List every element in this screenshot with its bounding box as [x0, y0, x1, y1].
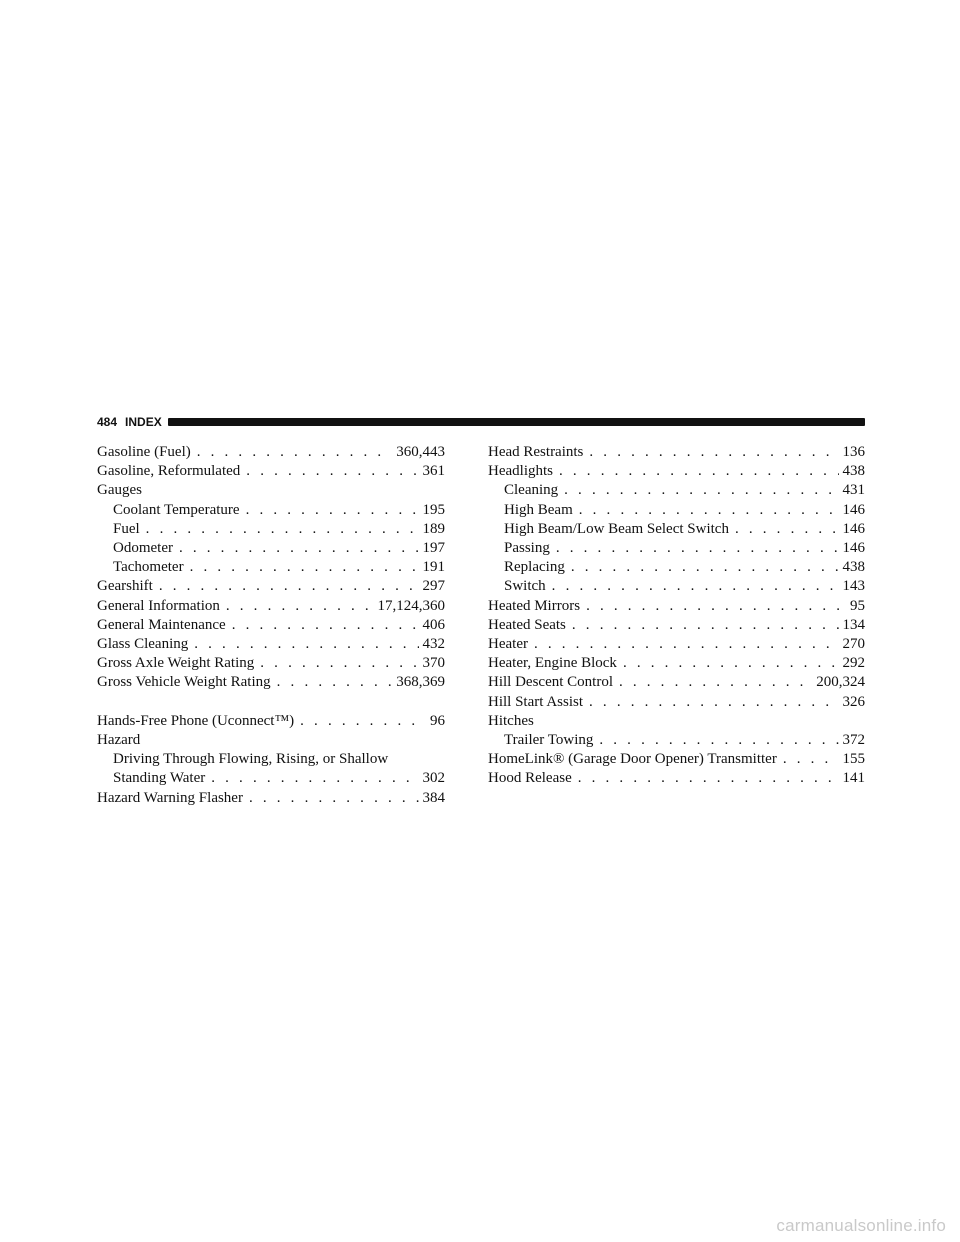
dot-leader	[589, 443, 838, 462]
index-subentry	[97, 539, 445, 558]
entry-label: Switch	[504, 578, 546, 595]
entry-pages: 195	[422, 501, 445, 518]
index-column-left	[97, 443, 445, 808]
dot-leader	[735, 520, 839, 539]
dot-leader	[246, 462, 418, 481]
dot-leader	[572, 616, 839, 635]
section-title: INDEX	[125, 415, 162, 429]
index-subentry	[488, 520, 865, 539]
index-entry	[488, 693, 865, 712]
dot-leader	[571, 558, 839, 577]
index-heading	[488, 712, 865, 731]
index-subentry	[488, 539, 865, 558]
dot-leader	[232, 616, 419, 635]
entry-label: Trailer Towing	[504, 732, 594, 749]
entry-label: Tachometer	[113, 559, 184, 576]
entry-pages: 270	[842, 636, 865, 653]
index-subentry	[97, 558, 445, 577]
entry-pages: 17,124,360	[377, 597, 445, 614]
entry-label: Hill Start Assist	[488, 693, 584, 710]
dot-leader	[564, 481, 838, 500]
entry-label: HomeLink® (Garage Door Opener) Transmitter	[488, 751, 777, 768]
entry-label: Hood Release	[488, 770, 572, 787]
entry-label: General Maintenance	[97, 616, 226, 633]
dot-leader	[619, 673, 812, 692]
index-subentry	[488, 577, 865, 596]
entry-pages: 197	[422, 540, 445, 557]
entry-label: Hazard	[97, 732, 141, 749]
entry-label: Gross Vehicle Weight Rating	[97, 674, 271, 691]
entry-label: General Information	[97, 597, 220, 614]
index-entry	[97, 654, 445, 673]
entry-pages: 155	[842, 751, 865, 768]
entry-label: Glass Cleaning	[97, 636, 189, 653]
index-entry	[97, 789, 445, 808]
entry-pages: 370	[422, 655, 445, 672]
entry-label: Replacing	[504, 559, 565, 576]
index-entry	[97, 616, 445, 635]
index-subentry	[97, 520, 445, 539]
entry-pages: 438	[842, 559, 865, 576]
entry-label: Hill Descent Control	[488, 674, 613, 691]
index-subentry	[488, 558, 865, 577]
index-entry	[488, 673, 865, 692]
index-entry	[488, 462, 865, 481]
entry-pages: 326	[842, 693, 865, 710]
dot-leader	[260, 654, 418, 673]
entry-pages: 432	[422, 636, 445, 653]
entry-pages: 191	[422, 559, 445, 576]
dot-leader	[226, 597, 374, 616]
index-entry	[97, 673, 445, 692]
dot-leader	[559, 462, 839, 481]
entry-label: Heated Seats	[488, 616, 566, 633]
entry-label: Headlights	[488, 463, 553, 480]
index-entry	[97, 712, 445, 731]
entry-label: Gasoline, Reformulated	[97, 463, 241, 480]
index-subentry	[488, 731, 865, 750]
dot-leader	[190, 558, 419, 577]
entry-label: Heater	[488, 636, 528, 653]
entry-pages: 200,324	[816, 674, 865, 691]
index-subentry	[488, 481, 865, 500]
dot-leader	[246, 501, 419, 520]
dot-leader	[552, 577, 839, 596]
index-entry	[488, 769, 865, 788]
entry-pages: 368,369	[396, 674, 445, 691]
page-header	[97, 414, 865, 430]
entry-pages: 297	[422, 578, 445, 595]
entry-pages: 189	[422, 520, 445, 537]
dot-leader	[194, 635, 418, 654]
entry-pages: 292	[842, 655, 865, 672]
dot-leader	[159, 577, 419, 596]
index-entry	[97, 443, 445, 462]
entry-pages: 143	[842, 578, 865, 595]
entry-pages: 136	[842, 444, 865, 460]
entry-label: Hitches	[488, 712, 534, 729]
entry-pages: 134	[842, 616, 865, 633]
watermark-text: carmanualsonline.info	[776, 1216, 946, 1235]
index-column-right	[488, 443, 865, 789]
index-entry	[488, 654, 865, 673]
entry-pages: 431	[842, 482, 865, 499]
entry-label: Cleaning	[504, 482, 559, 499]
index-entry	[488, 443, 865, 462]
dot-leader	[534, 635, 839, 654]
index-entry	[97, 462, 445, 481]
index-subentry	[97, 501, 445, 520]
index-entry	[97, 635, 445, 654]
entry-label: Gauges	[97, 482, 142, 499]
index-heading	[97, 481, 445, 500]
entry-label: Gross Axle Weight Rating	[97, 655, 255, 672]
entry-label: Gasoline (Fuel)	[97, 444, 191, 460]
entry-pages: 438	[842, 463, 865, 480]
dot-leader	[179, 539, 419, 558]
entry-pages: 95	[850, 597, 865, 614]
entry-label: Head Restraints	[488, 444, 584, 460]
index-entry	[488, 750, 865, 769]
dot-leader	[599, 731, 838, 750]
index-entry	[488, 616, 865, 635]
entry-label: Standing Water	[113, 770, 206, 787]
entry-label: Fuel	[113, 520, 140, 537]
entry-label: High Beam/Low Beam Select Switch	[504, 520, 729, 537]
dot-leader	[623, 654, 839, 673]
entry-pages: 360,443	[396, 444, 445, 460]
entry-label: Hands-Free Phone (Uconnect™)	[97, 712, 295, 729]
dot-leader	[579, 501, 839, 520]
letter-group-gap	[97, 693, 445, 712]
header-rule	[168, 418, 865, 426]
entry-pages: 406	[422, 616, 445, 633]
dot-leader	[586, 597, 846, 616]
dot-leader	[300, 712, 426, 731]
entry-label: Passing	[504, 540, 550, 557]
index-entry	[97, 597, 445, 616]
index-entry	[488, 635, 865, 654]
entry-pages: 372	[842, 732, 865, 749]
entry-label: Heated Mirrors	[488, 597, 581, 614]
entry-label: Coolant Temperature	[113, 501, 240, 518]
index-entry	[97, 577, 445, 596]
index-subentry	[488, 501, 865, 520]
dot-leader	[578, 769, 839, 788]
entry-label: Heater, Engine Block	[488, 655, 617, 672]
entry-pages: 146	[842, 520, 865, 537]
entry-pages: 141	[842, 770, 865, 787]
entry-pages: 146	[842, 540, 865, 557]
page-number: 484	[97, 415, 118, 429]
entry-label: Odometer	[113, 540, 173, 557]
dot-leader	[589, 693, 838, 712]
index-entry	[488, 597, 865, 616]
entry-pages: 146	[842, 501, 865, 518]
entry-pages: 96	[430, 712, 445, 729]
index-subentry	[97, 750, 445, 769]
entry-pages: 361	[422, 463, 445, 480]
dot-leader	[556, 539, 839, 558]
dot-leader	[197, 443, 393, 462]
entry-label: Hazard Warning Flasher	[97, 789, 243, 806]
dot-leader	[783, 750, 839, 769]
dot-leader	[277, 673, 393, 692]
entry-label: Driving Through Flowing, Rising, or Shallow	[113, 751, 389, 768]
entry-pages: 384	[422, 789, 445, 806]
dot-leader	[249, 789, 419, 808]
dot-leader	[146, 520, 419, 539]
index-heading	[97, 731, 445, 750]
dot-leader	[211, 769, 418, 788]
entry-label: Gearshift	[97, 578, 153, 595]
entry-label: High Beam	[504, 501, 573, 518]
index-subentry-continued	[97, 769, 445, 788]
entry-pages: 302	[422, 770, 445, 787]
